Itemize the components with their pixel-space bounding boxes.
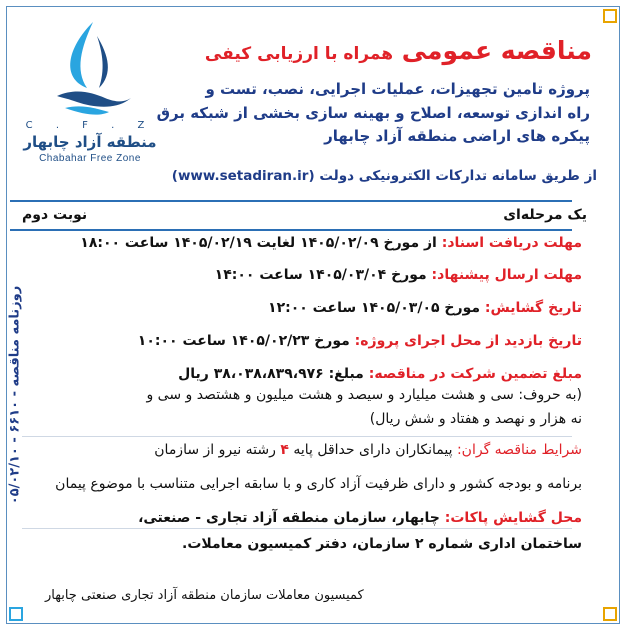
section-divider bbox=[22, 436, 572, 437]
conditions-value-a: پیمانکاران دارای حداقل پایه bbox=[288, 442, 457, 458]
chabahar-free-zone-logo bbox=[20, 18, 160, 193]
newspaper-stamp bbox=[4, 200, 26, 590]
site-visit-row bbox=[138, 333, 582, 349]
submit-value: مورخ ۱۴۰۵/۰۳/۰۴ ساعت ۱۴:۰۰ bbox=[214, 267, 432, 283]
tender-title bbox=[205, 36, 592, 65]
visit-value: مورخ ۱۴۰۵/۰۲/۲۳ ساعت ۱۰:۰۰ bbox=[137, 333, 355, 349]
submit-offer-row bbox=[215, 267, 582, 283]
bidder-conditions-row bbox=[154, 442, 582, 458]
guarantee-value: مبلغ: ۳۸،۰۳۸،۸۳۹،۹۷۶ ریال bbox=[178, 366, 369, 382]
place-label: محل گشایش پاکات: bbox=[444, 510, 582, 526]
bidder-conditions-line-2: برنامه و بودجه کشور و دارای ظرفیت آزاد کاری و با سابقه اجرایی متناسب با موضوع پیمان bbox=[55, 476, 582, 492]
receive-value: از مورخ ۱۴۰۵/۰۲/۰۹ لغایت ۱۴۰۵/۰۲/۱۹ ساعت ۱۸:۰۰ bbox=[80, 235, 442, 251]
opening-date-row bbox=[268, 300, 582, 316]
footer-commission: کمیسیون معاملات سازمان منطقه آزاد تجاری صنعتی چابهار bbox=[45, 588, 364, 603]
guarantee-words-line-1: (به حروف: سی و هشت میلیارد و سیصد و هشت میلیون و هشتصد و سی و bbox=[146, 387, 582, 403]
place-value: چابهار، سازمان منطقه آزاد تجاری - صنعتی، bbox=[138, 510, 445, 526]
logo-name-fa: منطقه آزاد چابهار bbox=[23, 133, 157, 151]
section-divider-2 bbox=[22, 528, 572, 529]
guarantee-row bbox=[178, 366, 582, 382]
opening-place-row bbox=[138, 510, 582, 526]
submit-label: مهلت ارسال پیشنهاد: bbox=[431, 267, 582, 283]
conditions-value-b: رشته نیرو از سازمان bbox=[154, 442, 281, 458]
project-line-1: پروژه تامین تجهیزات، عملیات اجرایی، نصب، تست و bbox=[205, 80, 590, 98]
newspaper-issue: روزنامه مناقصه - ۶۶۱۰ - ۰۵/۰۲/۱۰ bbox=[7, 285, 23, 505]
setad-portal-line: از طریق سامانه تدارکات الکترونیکی دولت (www.setadiran.ir) bbox=[171, 168, 597, 184]
corner-ornament-top-right bbox=[603, 9, 617, 23]
opening-place-line-2: ساختمان اداری شماره ۲ سازمان، دفتر کمیسیون معاملات. bbox=[182, 536, 582, 552]
title-sub: همراه با ارزیابی کیفی bbox=[204, 44, 394, 64]
band-top-rule bbox=[10, 200, 572, 202]
logo-name-en: Chabahar Free Zone bbox=[39, 153, 141, 164]
corner-ornament-bottom-right bbox=[603, 607, 617, 621]
guarantee-label: مبلغ تضمین شرکت در مناقصه: bbox=[368, 366, 582, 382]
conditions-grade: ۴ bbox=[280, 442, 289, 458]
title-main: مناقصه عمومی bbox=[401, 36, 592, 65]
receive-label: مهلت دریافت اسناد: bbox=[441, 235, 582, 251]
band-bottom-rule bbox=[10, 229, 572, 231]
logo-letters: C . F . Z bbox=[25, 120, 155, 131]
guarantee-words-line-2: نه هزار و نهصد و هفتاد و شش ریال) bbox=[369, 411, 582, 427]
corner-ornament-bottom-left bbox=[9, 607, 23, 621]
round-label: نوبت دوم bbox=[22, 207, 88, 223]
project-line-2: راه اندازی توسعه، اصلاح و بهینه سازی بخشی از شبکه برق bbox=[156, 104, 590, 122]
receive-documents-row bbox=[80, 235, 582, 251]
sail-drop-icon bbox=[47, 18, 133, 118]
stage-label: یک مرحله‌ای bbox=[503, 207, 587, 223]
project-line-3: پیکره های اراضی منطقه آزاد چابهار bbox=[324, 127, 590, 145]
open-value: مورخ ۱۴۰۵/۰۳/۰۵ ساعت ۱۲:۰۰ bbox=[268, 300, 485, 316]
open-label: تاریخ گشایش: bbox=[484, 300, 582, 316]
conditions-label: شرایط مناقصه گران: bbox=[456, 442, 582, 458]
visit-label: تاریخ بازدید از محل اجرای پروژه: bbox=[354, 333, 582, 349]
